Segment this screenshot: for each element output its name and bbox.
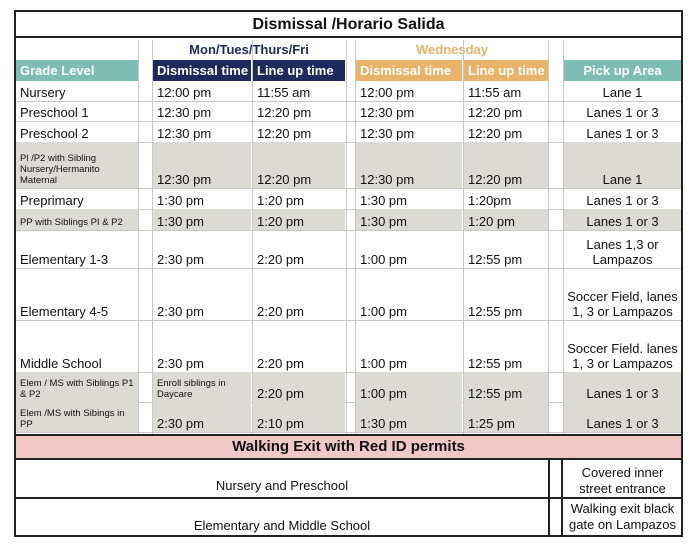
cell-area: Lanes 1 or 3 — [564, 402, 681, 432]
walking-group-nursery-preschool: Nursery and Preschool — [215, 478, 349, 493]
cell-grade: Elem /MS with Sibings in PP — [16, 402, 138, 432]
cell-d1: 12:30 pm — [157, 126, 212, 141]
column-divider — [252, 40, 253, 434]
cell-area: Soccer Field, lanes 1, 3 or Lampazos — [567, 289, 678, 319]
group-wed-label: Wednesday — [415, 42, 488, 57]
cell-l1: 12:20 pm — [257, 105, 312, 120]
column-divider — [346, 40, 347, 434]
cell-l2: 12:20 pm — [468, 105, 523, 120]
cell-l2: 12:55 pm — [468, 252, 523, 267]
cell-l2: 1:20pm — [468, 193, 512, 208]
cell-d2: 1:00 pm — [360, 356, 407, 371]
walking-vline-a — [548, 460, 550, 537]
cell-l2: 12:55 pm — [468, 304, 523, 319]
cell-l2: 12:55 pm — [464, 372, 548, 402]
cell-l2: 12:20 pm — [464, 142, 548, 188]
cell-d1: Enroll siblings in Daycare — [153, 372, 251, 402]
column-divider — [152, 40, 153, 434]
cell-d1: 2:30 pm — [153, 402, 251, 432]
cell-l2: 12:20 pm — [468, 126, 523, 141]
cell-d1: 2:30 pm — [157, 356, 204, 371]
cell-area: Soccer Field. lanes 1, 3 or Lampazos — [567, 341, 678, 371]
page-title: Dismissal /Horario Salida — [16, 12, 681, 38]
cell-grade: Nursery — [20, 85, 66, 100]
cell-d1: 1:30 pm — [157, 193, 204, 208]
cell-d1: 12:30 pm — [157, 105, 212, 120]
cell-d1: 1:30 pm — [153, 209, 251, 230]
header-mtwf-dismissal: Dismissal time — [153, 60, 251, 81]
cell-l1: 11:55 am — [257, 85, 311, 100]
cell-l1: 2:20 pm — [257, 356, 304, 371]
walking-group-elementary-ms: Elementary and Middle School — [193, 518, 371, 533]
column-divider — [463, 40, 464, 434]
cell-l2: 12:55 pm — [468, 356, 523, 371]
cell-d1: 12:30 pm — [153, 142, 251, 188]
cell-d2: 12:30 pm — [360, 126, 415, 141]
column-divider — [548, 40, 549, 434]
cell-area: Lanes 1 or 3 — [586, 105, 659, 120]
walking-vline-b — [561, 460, 563, 537]
column-divider — [563, 40, 564, 434]
cell-area: Lanes 1 or 3 — [586, 193, 659, 208]
column-divider — [138, 40, 139, 434]
cell-grade: Elem / MS with Siblings P1 & P2 — [16, 372, 138, 402]
header-pickup-area: Pick up Area — [564, 60, 681, 81]
cell-d2: 12:30 pm — [356, 142, 462, 188]
cell-area: Lane 1 — [564, 142, 681, 188]
cell-d2: 1:30 pm — [356, 209, 462, 230]
cell-d2: 12:30 pm — [360, 105, 415, 120]
cell-l1: 1:20 pm — [257, 193, 304, 208]
cell-l2: 1:20 pm — [464, 209, 548, 230]
walking-location-covered-entrance: Covered inner street entrance — [579, 465, 666, 496]
cell-grade: Preschool 2 — [20, 126, 89, 141]
cell-d2: 1:00 pm — [360, 252, 407, 267]
cell-l1: 2:20 pm — [257, 252, 304, 267]
cell-l1: 12:20 pm — [257, 126, 312, 141]
cell-grade: Pl /P2 with Sibling Nursery/Hermanito Maternal — [16, 142, 138, 188]
row-divider — [16, 432, 681, 433]
group-mtwf-label: Mon/Tues/Thurs/Fri — [189, 42, 309, 57]
column-divider — [355, 40, 356, 434]
header-wed-dismissal: Dismissal time — [356, 60, 462, 81]
cell-grade: PP with Siblings PI & P2 — [16, 209, 138, 230]
walking-divider — [16, 497, 681, 499]
cell-l1: 2:10 pm — [253, 402, 345, 432]
cell-l1: 2:20 pm — [257, 304, 304, 319]
walking-location-black-gate: Walking exit black gate on Lampazos — [569, 501, 676, 532]
cell-area: Lanes 1 or 3 — [586, 126, 659, 141]
cell-grade: Preschool 1 — [20, 105, 89, 120]
cell-l2: 1:25 pm — [464, 402, 548, 432]
header-grade-level: Grade Level — [16, 60, 138, 81]
cell-grade: Middle School — [20, 356, 102, 371]
cell-area: Lanes 1,3 or Lampazos — [586, 237, 659, 267]
cell-area: Lanes 1 or 3 — [564, 372, 681, 402]
cell-grade: Elementary 4-5 — [20, 304, 109, 319]
cell-l1: 1:20 pm — [253, 209, 345, 230]
cell-l1: 12:20 pm — [253, 142, 345, 188]
cell-d2: 1:30 pm — [360, 193, 407, 208]
cell-area: Lane 1 — [602, 85, 643, 100]
cell-l1: 2:20 pm — [253, 372, 345, 402]
header-mtwf-lineup: Line up time — [253, 60, 345, 81]
cell-d1: 2:30 pm — [157, 304, 204, 319]
cell-grade: Elementary 1-3 — [20, 252, 109, 267]
cell-d2: 12:00 pm — [360, 85, 415, 100]
cell-l2: 11:55 am — [468, 85, 522, 100]
walking-exit-banner: Walking Exit with Red ID permits — [16, 434, 681, 460]
cell-area: Lanes 1 or 3 — [564, 209, 681, 230]
cell-d2: 1:30 pm — [356, 402, 462, 432]
header-wed-lineup: Line up time — [464, 60, 548, 81]
cell-d1: 2:30 pm — [157, 252, 204, 267]
cell-d2: 1:00 pm — [356, 372, 462, 402]
cell-d2: 1:00 pm — [360, 304, 407, 319]
cell-grade: Preprimary — [20, 193, 84, 208]
cell-d1: 12:00 pm — [157, 85, 212, 100]
